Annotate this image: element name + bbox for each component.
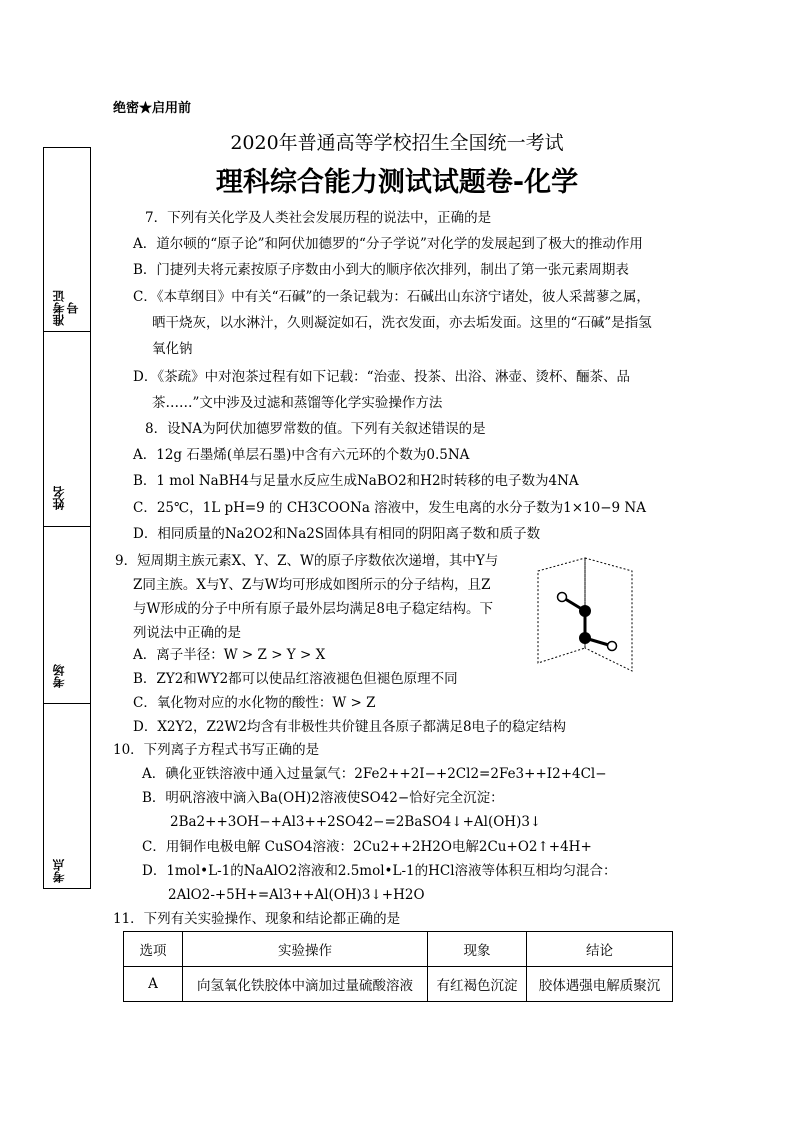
q9-stem-cont2: 与W形成的分子中所有原子最外层均满足8电子稳定结构。下 [133, 601, 493, 617]
q7-option-c-cont1: 晒干烧灰，以水淋汁，久则凝淀如石，洗衣发面，亦去垢发面。这里的“石碱”是指氢 [152, 315, 652, 331]
q10-option-c: C．用铜作电极电解 CuSO4溶液：2Cu2++2H2O电解2Cu+O2↑+4H+ [142, 839, 592, 855]
sidebar-label-exam-number: 准考证号 [52, 290, 80, 326]
sidebar-label-exam-site: 考点 [52, 859, 66, 883]
table-header: 结论 [527, 932, 673, 967]
q10-option-b-equation: 2Ba2++3OH−+Al3++2SO42−=2BaSO4↓+Al(OH)3↓ [170, 814, 542, 830]
q8-option-b: B．1 mol NaBH4与足量水反应生成NaBO2和H2时转移的电子数为4NA [133, 473, 579, 489]
table-row [124, 967, 673, 1002]
experiment-table [123, 931, 673, 1002]
q7-option-d-cont: 茶……”文中涉及过滤和蒸馏等化学实验操作方法 [152, 395, 443, 411]
q10-option-d-equation: 2AlO2-+5H+=Al3++Al(OH)3↓+H2O [168, 887, 425, 903]
exam-title: 2020年普通高等学校招生全国统一考试 [230, 132, 564, 154]
q8-option-c: C．25℃，1L pH=9 的 CH3COONa 溶液中，发生电离的水分子数为1×10−9 NA [133, 500, 646, 516]
molecule-structure-figure [530, 553, 645, 683]
question-7-stem: 7．下列有关化学及人类社会发展历程的说法中，正确的是 [145, 210, 492, 226]
question-9-stem: 9．短周期主族元素X、Y、Z、W的原子序数依次递增，其中Y与 [115, 553, 499, 569]
q10-option-d: D．1mol•L-1的NaAlO2溶液和2.5mol•L-1的HCl溶液等体积互相均匀混合： [142, 863, 617, 879]
table-cell: 有红褐色沉淀 [428, 967, 527, 1002]
q8-option-d: D．相同质量的Na2O2和Na2S固体具有相同的阴阳离子数和质子数 [133, 526, 541, 542]
table-cell: 向氢氧化铁胶体中滴加过量硫酸溶液 [183, 967, 428, 1002]
q9-stem-cont3: 列说法中正确的是 [133, 625, 241, 641]
q7-option-c: C．《本草纲目》中有关“石碱”的一条记载为：石碱出山东济宁诸处，彼人采蒿蓼之属， [133, 289, 650, 305]
table-header: 现象 [428, 932, 527, 967]
q9-option-c: C．氧化物对应的水化物的酸性：W > Z [133, 695, 376, 711]
q7-option-b: B．门捷列夫将元素按原子序数由小到大的顺序依次排列，制出了第一张元素周期表 [133, 262, 629, 278]
q7-option-a: A．道尔顿的“原子论”和阿伏加德罗的“分子学说”对化学的发展起到了极大的推动作用 [133, 236, 643, 252]
q10-option-a: A．碘化亚铁溶液中通入过量氯气：2Fe2++2I−+2Cl2=2Fe3++I2+4Cl− [142, 766, 607, 782]
q9-option-b: B．ZY2和WY2都可以使品红溶液褪色但褪色原理不同 [133, 671, 458, 687]
table-header: 实验操作 [183, 932, 428, 967]
sidebar-label-exam-room: 考场 [52, 664, 66, 688]
q10-option-b: B．明矾溶液中滴入Ba(OH)2溶液使SO42−恰好完全沉淀： [142, 790, 504, 806]
q9-stem-cont1: Z同主族。X与Y、Z与W均可形成如图所示的分子结构，且Z [133, 577, 491, 593]
q7-option-c-cont2: 氧化钠 [152, 341, 193, 357]
q9-option-a: A．离子半径：W > Z > Y > X [133, 647, 326, 663]
table-cell: 胶体遇强电解质聚沉 [527, 967, 673, 1002]
confidential-label: 绝密★启用前 [113, 101, 192, 116]
subject-title: 理科综合能力测试试题卷-化学 [215, 167, 579, 198]
candidate-info-sidebar [43, 147, 91, 889]
q7-option-d: D．《茶疏》中对泡茶过程有如下记载：“治壶、投茶、出浴、淋壶、烫杯、酾茶、品 [133, 369, 630, 385]
question-10-stem: 10．下列离子方程式书写正确的是 [113, 742, 320, 758]
sidebar-label-name: 姓名 [52, 486, 66, 510]
q8-option-a: A．12g 石墨烯(单层石墨)中含有六元环的个数为0.5NA [133, 447, 470, 463]
table-header-row [124, 932, 673, 967]
table-header: 选项 [124, 932, 183, 967]
table-cell: A [124, 967, 183, 1002]
q9-option-d: D．X2Y2，Z2W2均含有非极性共价键且各原子都满足8电子的稳定结构 [133, 719, 567, 735]
question-11-stem: 11．下列有关实验操作、现象和结论都正确的是 [113, 911, 401, 927]
question-8-stem: 8．设NA为阿伏加德罗常数的值。下列有关叙述错误的是 [145, 421, 486, 437]
